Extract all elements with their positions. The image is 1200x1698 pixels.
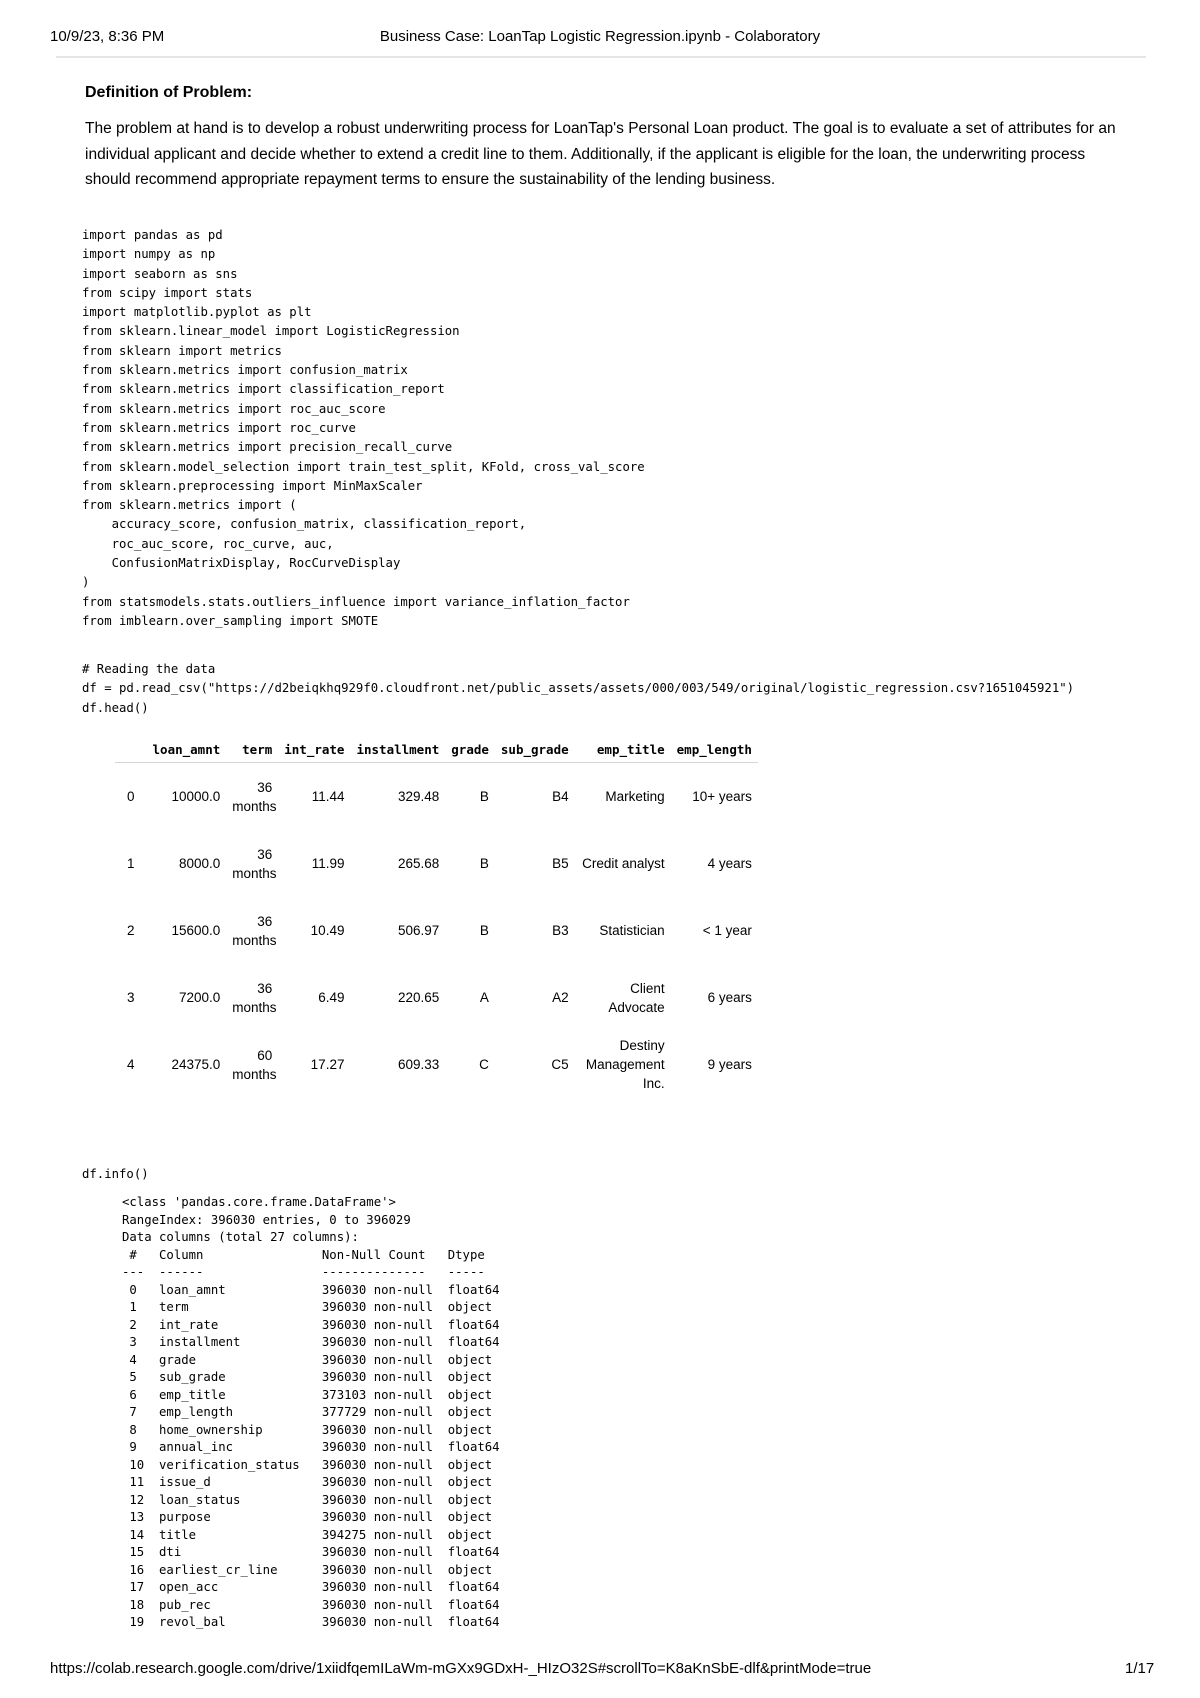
table-row bbox=[115, 763, 758, 831]
print-datetime: 10/9/23, 8:36 PM bbox=[50, 28, 165, 45]
code-line: roc_auc_score, roc_curve, auc, bbox=[82, 536, 334, 551]
cell-grade: B bbox=[479, 856, 489, 871]
code-line: accuracy_score, confusion_matrix, classification_report, bbox=[82, 517, 527, 532]
table-header-row bbox=[115, 736, 758, 763]
cell-sub-grade: B4 bbox=[552, 789, 569, 804]
code-line: from sklearn.metrics import roc_curve bbox=[82, 420, 356, 435]
output-line: 6 emp_title 373103 non-null object bbox=[122, 1387, 493, 1402]
code-line: from sklearn.metrics import precision_recall_curve bbox=[82, 440, 453, 455]
output-line: 14 title 394275 non-null object bbox=[122, 1527, 493, 1542]
cell-emp-length: < 1 year bbox=[702, 923, 752, 938]
cell-term: 36 months bbox=[232, 779, 277, 814]
code-line: from sklearn.metrics import ( bbox=[82, 498, 297, 513]
output-line: 19 revol_bal 396030 non-null float64 bbox=[122, 1615, 500, 1629]
cell-installment: 220.65 bbox=[397, 990, 440, 1005]
column-header: emp_length bbox=[671, 736, 758, 763]
cell-loan-amnt: 8000.0 bbox=[178, 856, 221, 871]
cell-loan-amnt: 10000.0 bbox=[171, 789, 221, 804]
output-line: 18 pub_rec 396030 non-null float64 bbox=[122, 1597, 500, 1612]
code-cell-read-data[interactable] bbox=[82, 660, 1074, 718]
document-title: Business Case: LoanTap Logistic Regression.ipynb - Colaboratory bbox=[379, 28, 821, 45]
code-cell-info[interactable]: df.info() bbox=[82, 1167, 149, 1181]
column-header: installment bbox=[350, 736, 445, 763]
cell-emp-length: 9 years bbox=[707, 1057, 752, 1072]
row-index: 2 bbox=[127, 923, 135, 938]
code-line: import pandas as pd bbox=[82, 228, 223, 242]
code-line: import numpy as np bbox=[82, 247, 216, 262]
output-line: 16 earliest_cr_line 396030 non-null object bbox=[122, 1562, 493, 1577]
code-line: from sklearn.metrics import roc_auc_score bbox=[82, 401, 386, 416]
row-index: 3 bbox=[127, 990, 135, 1005]
cell-emp-title: Marketing bbox=[605, 789, 665, 804]
output-line: 9 annual_inc 396030 non-null float64 bbox=[122, 1440, 500, 1454]
code-line: from sklearn.preprocessing import MinMaxScaler bbox=[82, 478, 423, 493]
cell-loan-amnt: 15600.0 bbox=[171, 923, 221, 938]
output-line: 4 grade 396030 non-null object bbox=[122, 1352, 493, 1367]
column-header: loan_amnt bbox=[147, 736, 227, 763]
cell-int-rate: 17.27 bbox=[310, 1057, 345, 1072]
header-divider bbox=[56, 56, 1146, 58]
cell-emp-length: 6 years bbox=[707, 990, 752, 1005]
cell-term: 60 months bbox=[232, 1047, 277, 1082]
output-line: 3 installment 396030 non-null float64 bbox=[122, 1335, 500, 1349]
cell-grade: A bbox=[479, 990, 489, 1005]
output-line: Data columns (total 27 columns): bbox=[122, 1230, 359, 1244]
code-cell-imports[interactable] bbox=[82, 226, 645, 631]
output-line: RangeIndex: 396030 entries, 0 to 396029 bbox=[122, 1212, 411, 1227]
output-line: 15 dti 396030 non-null float64 bbox=[122, 1545, 500, 1559]
cell-term: 36 months bbox=[232, 913, 277, 948]
row-index: 0 bbox=[127, 789, 135, 804]
code-line: df.head() bbox=[82, 700, 149, 715]
column-header: sub_grade bbox=[495, 736, 575, 763]
column-header: grade bbox=[445, 736, 495, 763]
dataframe-head-output bbox=[115, 736, 780, 1106]
cell-int-rate: 10.49 bbox=[310, 923, 345, 938]
code-line: ConfusionMatrixDisplay, RocCurveDisplay bbox=[82, 556, 401, 571]
cell-installment: 329.48 bbox=[397, 789, 440, 804]
cell-int-rate: 11.44 bbox=[311, 789, 345, 804]
table-row bbox=[115, 1031, 758, 1098]
row-index: 4 bbox=[127, 1057, 135, 1072]
code-line: import seaborn as sns bbox=[82, 266, 238, 281]
cell-emp-length: 4 years bbox=[707, 856, 752, 871]
dataframe-head-table bbox=[115, 736, 758, 1098]
cell-term: 36 months bbox=[232, 980, 277, 1015]
problem-heading: Definition of Problem: bbox=[85, 84, 253, 101]
cell-installment: 265.68 bbox=[397, 856, 440, 871]
output-line: 1 term 396030 non-null object bbox=[122, 1300, 493, 1314]
code-line: from statsmodels.stats.outliers_influence import variance_inflation_factor bbox=[82, 594, 630, 609]
table-row bbox=[115, 830, 758, 897]
cell-emp-title: Statistician bbox=[599, 923, 665, 938]
code-line: from imblearn.over_sampling import SMOTE bbox=[82, 613, 379, 628]
output-line: 17 open_acc 396030 non-null float64 bbox=[122, 1580, 500, 1594]
output-line: 10 verification_status 396030 non-null object bbox=[122, 1457, 493, 1472]
column-header: term bbox=[226, 736, 278, 763]
cell-loan-amnt: 24375.0 bbox=[171, 1057, 221, 1072]
row-index: 1 bbox=[127, 856, 135, 871]
cell-installment: 506.97 bbox=[397, 923, 440, 938]
column-header: int_rate bbox=[278, 736, 350, 763]
output-line: 7 emp_length 377729 non-null object bbox=[122, 1405, 493, 1419]
code-line: import matplotlib.pyplot as plt bbox=[82, 305, 312, 320]
cell-emp-title: Client Advocate bbox=[608, 980, 665, 1015]
output-line: 0 loan_amnt 396030 non-null float64 bbox=[122, 1282, 500, 1297]
output-line: 12 loan_status 396030 non-null object bbox=[122, 1492, 493, 1507]
table-row bbox=[115, 964, 758, 1031]
cell-grade: C bbox=[479, 1057, 489, 1072]
code-line: # Reading the data bbox=[82, 662, 216, 676]
cell-grade: B bbox=[479, 923, 489, 938]
output-line: # Column Non-Null Count Dtype bbox=[122, 1247, 485, 1262]
cell-sub-grade: B3 bbox=[552, 923, 569, 938]
problem-description: The problem at hand is to develop a robust underwriting process for LoanTap's Personal Loan product. The goal is to evaluate a set of attributes for an individual applicant and decide whether to extend a credit line to them. Additionally, if the applicant is eligible for the loan, the underwriting process should recommend appropriate repayment terms to ensure the sustainability of the lending business. bbox=[85, 120, 1116, 188]
cell-emp-title: Destiny Management Inc. bbox=[585, 1038, 665, 1091]
cell-term: 36 months bbox=[232, 846, 277, 881]
output-line: 8 home_ownership 396030 non-null object bbox=[122, 1422, 493, 1437]
table-row bbox=[115, 897, 758, 964]
info-output bbox=[122, 1194, 500, 1632]
output-line: 5 sub_grade 396030 non-null object bbox=[122, 1370, 493, 1384]
output-line: 13 purpose 396030 non-null object bbox=[122, 1510, 493, 1524]
cell-emp-length: 10+ years bbox=[692, 789, 752, 804]
cell-loan-amnt: 7200.0 bbox=[178, 990, 221, 1005]
output-line: <class 'pandas.core.frame.DataFrame'> bbox=[122, 1195, 396, 1209]
code-line: ) bbox=[82, 575, 90, 590]
output-line: 2 int_rate 396030 non-null float64 bbox=[122, 1317, 500, 1332]
output-line: --- ------ -------------- ----- bbox=[122, 1265, 485, 1279]
code-line: from sklearn.model_selection import train_test_split, KFold, cross_val_score bbox=[82, 459, 645, 474]
code-line: from scipy import stats bbox=[82, 285, 253, 300]
cell-grade: B bbox=[479, 789, 489, 804]
code-line: from sklearn.metrics import confusion_matrix bbox=[82, 363, 408, 378]
code-line: df = pd.read_csv("https://d2beiqkhq929f0.cloudfront.net/public_assets/assets/000/003/549/original/logistic_regression.csv?1651045921") bbox=[82, 681, 1075, 696]
cell-int-rate: 6.49 bbox=[318, 990, 345, 1005]
code-line: from sklearn.linear_model import LogisticRegression bbox=[82, 324, 460, 339]
output-line: 11 issue_d 396030 non-null object bbox=[122, 1475, 493, 1489]
page-number: 1/17 bbox=[1125, 1660, 1155, 1677]
cell-sub-grade: A2 bbox=[552, 990, 569, 1005]
code-line: from sklearn import metrics bbox=[82, 343, 282, 358]
cell-sub-grade: B5 bbox=[552, 856, 569, 871]
code-line: from sklearn.metrics import classification_report bbox=[82, 382, 445, 397]
cell-installment: 609.33 bbox=[397, 1057, 440, 1072]
column-header: emp_title bbox=[575, 736, 671, 763]
cell-emp-title: Credit analyst bbox=[582, 856, 665, 871]
cell-int-rate: 11.99 bbox=[311, 856, 345, 871]
page-url: https://colab.research.google.com/drive/1xiidfqemILaWm-mGXx9GDxH-_HIzO32S#scrollTo=K8aKnSbE-dlf&printMode=true bbox=[50, 1660, 872, 1677]
index-header bbox=[115, 736, 147, 763]
cell-sub-grade: C5 bbox=[551, 1057, 569, 1072]
